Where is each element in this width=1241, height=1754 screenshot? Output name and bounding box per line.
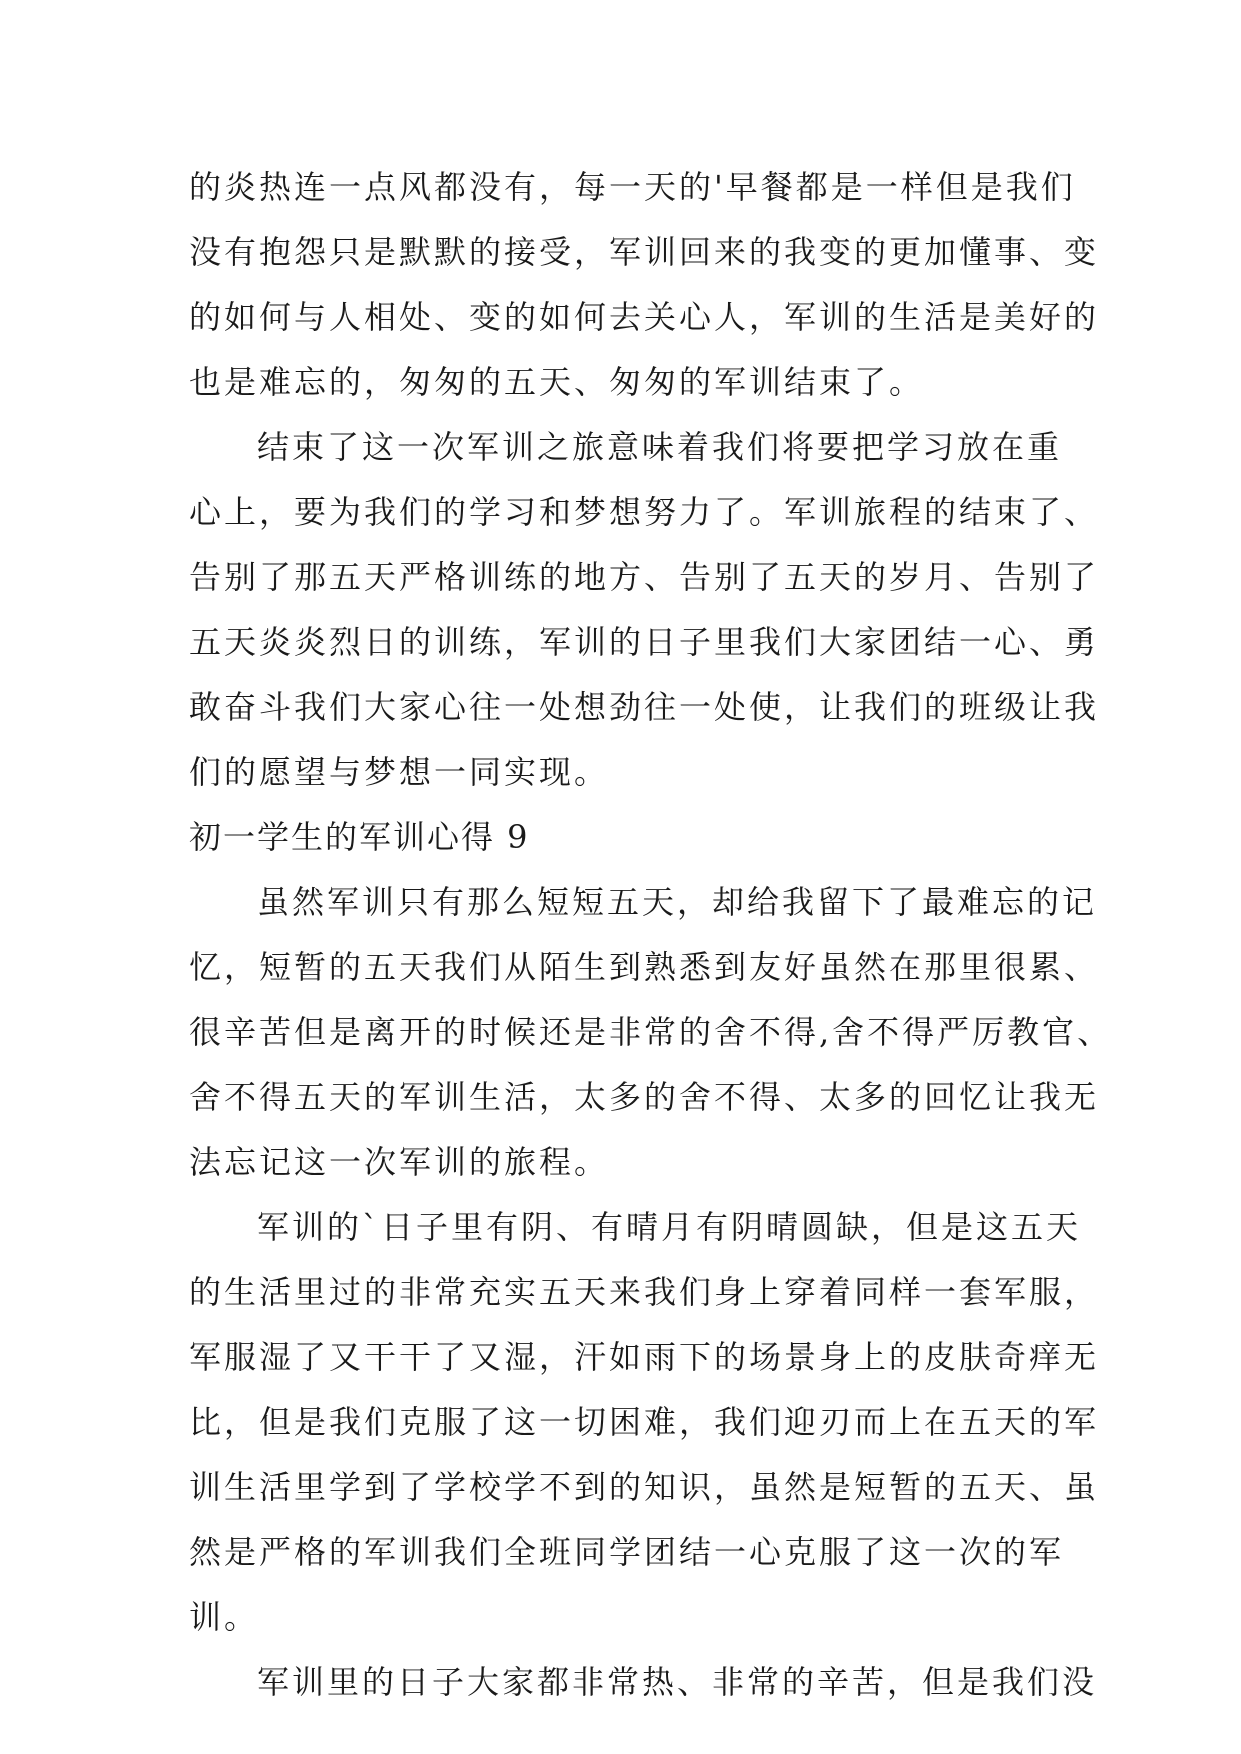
document-body (189, 155, 1113, 1715)
text-line: 们的愿望与梦想一同实现。 (189, 753, 610, 791)
text-line: 军服湿了又干干了又湿，汗如雨下的场景身上的皮肤奇痒无 (189, 1338, 1100, 1376)
text-line: 敢奋斗我们大家心往一处想劲往一处使，让我们的班级让我 (189, 688, 1100, 726)
text-line: 然是严格的军训我们全班同学团结一心克服了这一次的军 (189, 1533, 1065, 1571)
text-line: 虽然军训只有那么短短五天，却给我留下了最难忘的记 (257, 883, 1098, 921)
text-line: 训生活里学到了学校学不到的知识，虽然是短暂的五天、虽 (189, 1468, 1100, 1506)
text-line: 五天炎炎烈日的训练，军训的日子里我们大家团结一心、勇 (189, 623, 1100, 661)
text-line: 军训里的日子大家都非常热、非常的辛苦，但是我们没 (257, 1663, 1098, 1701)
text-line: 的炎热连一点风都没有，每一天的'早餐都是一样但是我们 (189, 168, 1076, 206)
text-line: 法忘记这一次军训的旅程。 (189, 1143, 610, 1181)
text-line: 也是难忘的，匆匆的五天、匆匆的军训结束了。 (189, 363, 925, 401)
text-line: 比，但是我们克服了这一切困难，我们迎刃而上在五天的军 (189, 1403, 1100, 1441)
text-line: 没有抱怨只是默默的接受，军训回来的我变的更加懂事、变 (189, 233, 1100, 271)
section-heading: 初一学生的军训心得 9 (189, 818, 530, 856)
text-line: 忆，短暂的五天我们从陌生到熟悉到友好虽然在那里很累、 (189, 948, 1100, 986)
text-line: 告别了那五天严格训练的地方、告别了五天的岁月、告别了 (189, 558, 1100, 596)
text-line: 心上，要为我们的学习和梦想努力了。军训旅程的结束了、 (189, 493, 1100, 531)
text-line: 很辛苦但是离开的时候还是非常的舍不得,舍不得严厉教官、 (189, 1013, 1113, 1051)
text-line: 的生活里过的非常充实五天来我们身上穿着同样一套军服， (189, 1273, 1100, 1311)
text-line: 训。 (189, 1598, 260, 1636)
text-line: 结束了这一次军训之旅意味着我们将要把学习放在重 (257, 428, 1063, 466)
text-line: 舍不得五天的军训生活，太多的舍不得、太多的回忆让我无 (189, 1078, 1100, 1116)
text-line: 军训的`日子里有阴、有晴月有阴晴圆缺，但是这五天 (257, 1208, 1082, 1246)
text-line: 的如何与人相处、变的如何去关心人，军训的生活是美好的 (189, 298, 1100, 336)
